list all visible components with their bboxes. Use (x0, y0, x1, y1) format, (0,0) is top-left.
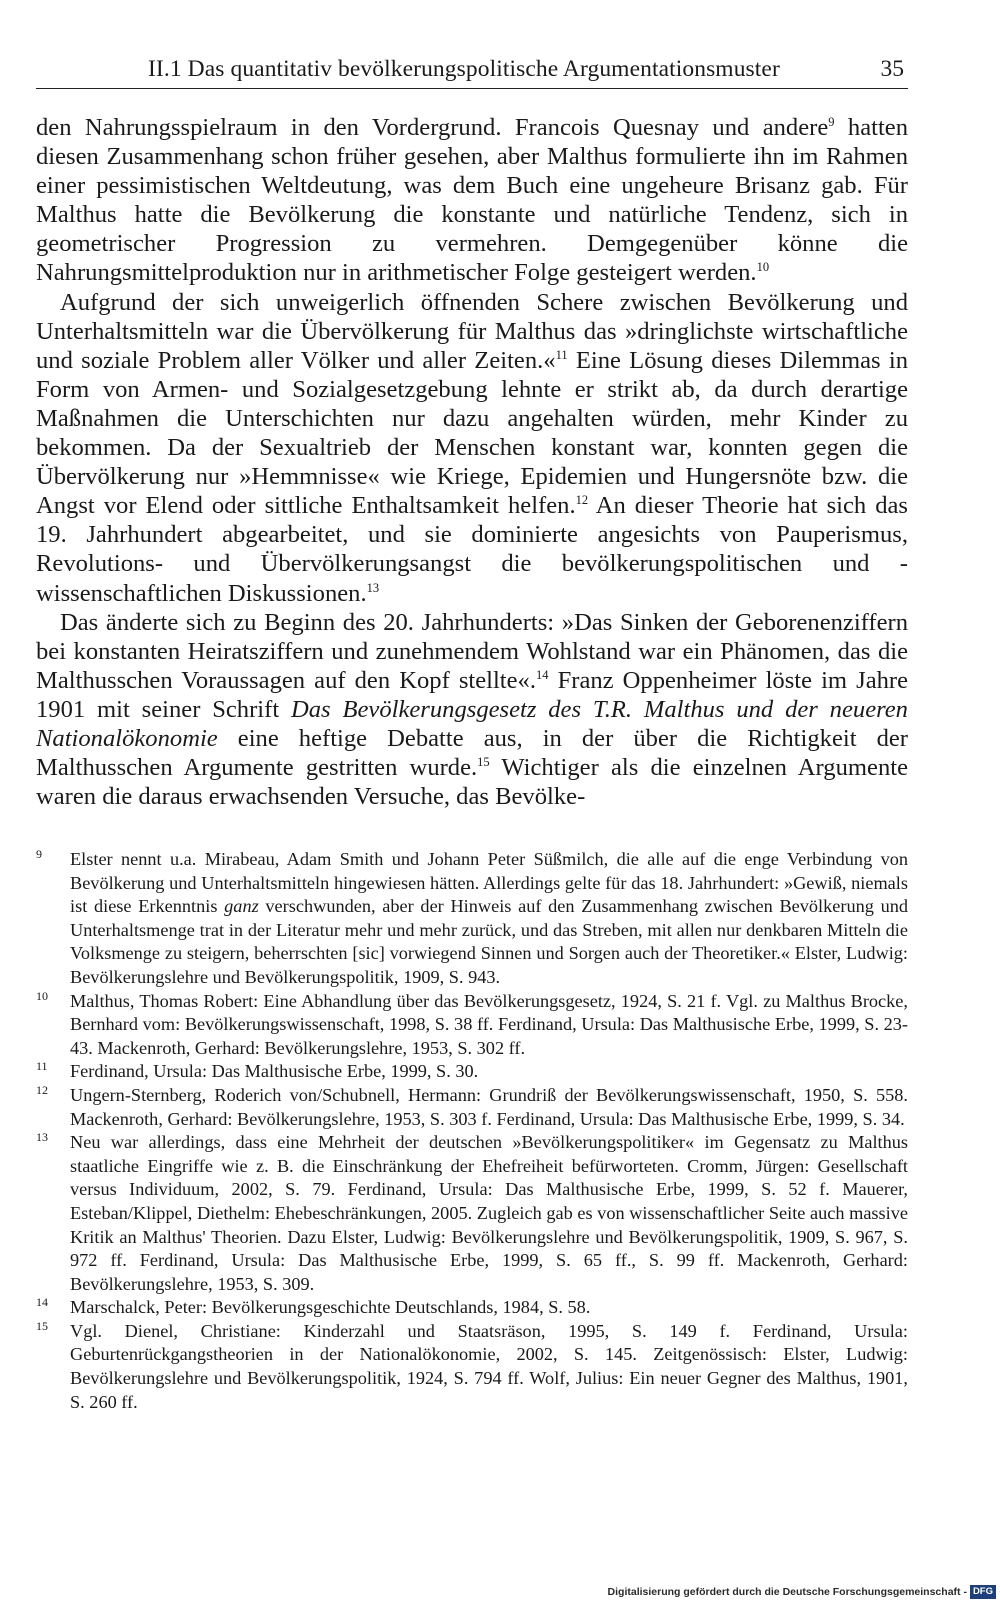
running-head: II.1 Das quantitativ bevölkerungspolitische Argumentationsmuster (148, 56, 780, 82)
footnotes (36, 848, 908, 1414)
footnote-14 (36, 1296, 908, 1320)
footnote-text: Ferdinand, Ursula: Das Malthusische Erbe, 1999, S. 30. (70, 1061, 479, 1082)
paragraph-3 (36, 608, 908, 812)
footnote-text: Malthus, Thomas Robert: Eine Abhandlung über das Bevölkerungsgesetz, 1924, S. 21 f. Vgl. zu Malthus Brocke, Bernhard vom: Bevölkerungswissenschaft, 1998, S. 38 ff. Ferdinand, Ursula: Das Malthusische Erbe, 1999, S. 23-43. Mackenroth, Gerhard: Bevölkerungslehre, 1953, S. 302 ff. (70, 990, 908, 1058)
paragraph-2 (36, 288, 908, 608)
footnote-number: 15 (36, 1318, 48, 1333)
footnote-number: 13 (36, 1130, 48, 1145)
footnote-ref: 15 (477, 755, 490, 770)
text-run: den Nahrungsspielraum in den Vordergrund. Francois Quesnay und andere (36, 114, 829, 141)
credit-text: Digitalisierung gefördert durch die Deutsche Forschungsgemeinschaft - (607, 1586, 967, 1598)
page-header (36, 54, 908, 89)
text-run: An dieser Theorie hat sich das 19. Jahrhundert abgearbeitet, und sie dominierte angesichts von Pauperismus, Revolutions- und Übervölkerungsangst die bevölkerungspolitischen und -wissenschaftlichen Diskussionen. (36, 492, 908, 607)
footnote-number: 14 (36, 1295, 48, 1310)
footnote-emphasis: ganz (224, 896, 259, 917)
book-title: Das Bevölkerungsgesetz des T.R. Malthus und der neueren Nationalökonomie (36, 695, 908, 752)
paragraph-1 (36, 113, 908, 288)
text-run: hatten diesen Zusammenhang schon früher gesehen, aber Malthus formulierte ihn im Rahmen einer pessimistischen Weltdeutung, was dem Buch eine ungeheure Brisanz gab. Für Malthus hatte die Bevölkerung die konstante und natürliche Tendenz, sich in geometrischer Progression zu vermehren. Demgegenüber könne die Nahrungsmittelproduktion nur in arithmetischer Folge gesteigert werden. (36, 114, 908, 287)
main-text (36, 113, 908, 811)
footnote-number: 9 (36, 847, 42, 861)
footnote-12 (36, 1084, 908, 1131)
footnote-text-run: verschwunden, aber der Hinweis auf den Zusammenhang zwischen Bevölkerung und Unterhaltsmenge trat in der Literatur mehr und mehr zurück, und das Streben, mit allen nur denkbaren Mitteln die Volksmenge zu steigern, beherrschten [sic] vorwiegend Sinnen und Sorgen auch der Theoretiker.« Elster, Ludwig: Bevölkerungslehre und Bevölkerungspolitik, 1909, S. 943. (70, 896, 908, 987)
footnote-11 (36, 1060, 908, 1084)
footnote-ref: 13 (366, 580, 380, 595)
text-run: Eine Lösung dieses Dilemmas in Form von Armen- und Sozialgesetzgebung lehnte er strikt ab, da durch derartige Maßnahmen die Unterschichten nur dazu angehalten würden, mehr Kinder zu bekommen. Da der Sexualtrieb der Menschen konstant war, konnten gegen die Übervölkerung nur »Hemmnisse« wie Kriege, Epidemien und Hungersnöte bzw. die Angst vor Elend oder sittliche Enthaltsamkeit helfen. (36, 346, 908, 520)
footnote-ref: 12 (575, 493, 589, 508)
text-run: Wichtiger als die einzelnen Argumente waren die daraus erwachsenden Versuche, das Bevölke- (36, 754, 908, 811)
footnote-text (70, 848, 908, 990)
footnote-text-run: Elster nennt u.a. Mirabeau, Adam Smith und Johann Peter Süßmilch, die alle auf die enge Verbindung von Bevölkerung und Unterhaltsmitteln hingewiesen hätten. Allerdings gelte für das 18. Jahrhundert: »Gewiß, niemals ist diese Erkenntnis (70, 849, 908, 917)
footnote-ref: 14 (536, 667, 549, 682)
text-run: Das änderte sich zu Beginn des 20. Jahrhunderts: »Das Sinken der Geborenenziffern bei konstanten Heiratsziffern und zunehmendem Wohlstand war ein Phänomen, das die Malthusschen Voraussagen auf den Kopf stellte«. (36, 608, 908, 694)
footnote-15 (36, 1320, 908, 1414)
footnote-number: 11 (36, 1059, 48, 1074)
footnote-text: Ungern-Sternberg, Roderich von/Schubnell, Hermann: Grundriß der Bevölkerungswissenschaft, 1950, S. 558. Mackenroth, Gerhard: Bevölkerungslehre, 1953, S. 303 f. Ferdinand, Ursula: Das Malthusische Erbe, 1999, S. 34. (70, 1084, 908, 1129)
footnote-text: Marschalck, Peter: Bevölkerungsgeschichte Deutschlands, 1984, S. 58. (70, 1297, 591, 1318)
footnote-10 (36, 990, 908, 1061)
text-run: eine heftige Debatte aus, in der über die Richtigkeit der Malthusschen Argumente gestritten wurde. (36, 724, 908, 782)
footnote-13 (36, 1131, 908, 1296)
footnote-number: 12 (36, 1082, 48, 1097)
footnote-9 (36, 848, 908, 990)
digitization-credit (608, 1585, 996, 1599)
page-number: 35 (880, 56, 904, 82)
footnote-number: 10 (36, 988, 48, 1003)
footnote-ref: 11 (555, 347, 568, 362)
footnote-text: Neu war allerdings, dass eine Mehrheit der deutschen »Bevölkerungspolitiker« im Gegensatz zu Malthus staatliche Eingriffe wie z. B. die Einschränkung der Ehefreiheit befürworteten. Cromm, Jürgen: Gesellschaft versus Individuum, 2002, S. 79. Ferdinand, Ursula: Das Malthusische Erbe, 1999, S. 52 f. Mauerer, Esteban/Klippel, Diethelm: Ehebeschränkungen, 2005. Zugleich gab es von wissenschaftlicher Seite auch massive Kritik an Malthus' Theorien. Dazu Elster, Ludwig: Bevölkerungslehre und Bevölkerungspolitik, 1909, S. 967, S. 972 ff. Ferdinand, Ursula: Das Malthusische Erbe, 1999, S. 65 ff., S. 99 ff. Mackenroth, Gerhard: Bevölkerungslehre, 1953, S. 309. (70, 1132, 908, 1294)
text-run: Franz Oppenheimer löste im Jahre 1901 mit seiner Schrift (36, 666, 909, 723)
footnote-text: Vgl. Dienel, Christiane: Kinderzahl und Staatsräson, 1995, S. 149 f. Ferdinand, Ursula: Geburtenrückgangstheorien in der Nationalökonomie, 2002, S. 145. Zeitgenössisch: Elster, Ludwig: Bevölkerungslehre und Bevölkerungspolitik, 1924, S. 794 ff. Wolf, Julius: Ein neuer Gegner des Malthus, 1901, S. 260 ff. (70, 1320, 908, 1412)
footnote-ref: 9 (828, 115, 835, 129)
dfg-logo: DFG (970, 1585, 996, 1599)
text-run: Aufgrund der sich unweigerlich öffnenden Schere zwischen Bevölkerung und Unterhaltsmitteln war die Übervölkerung für Malthus das »dringlichste wirtschaftliche und soziale Problem aller Völker und aller Zeiten.« (36, 288, 908, 374)
footnote-ref: 10 (756, 260, 770, 275)
